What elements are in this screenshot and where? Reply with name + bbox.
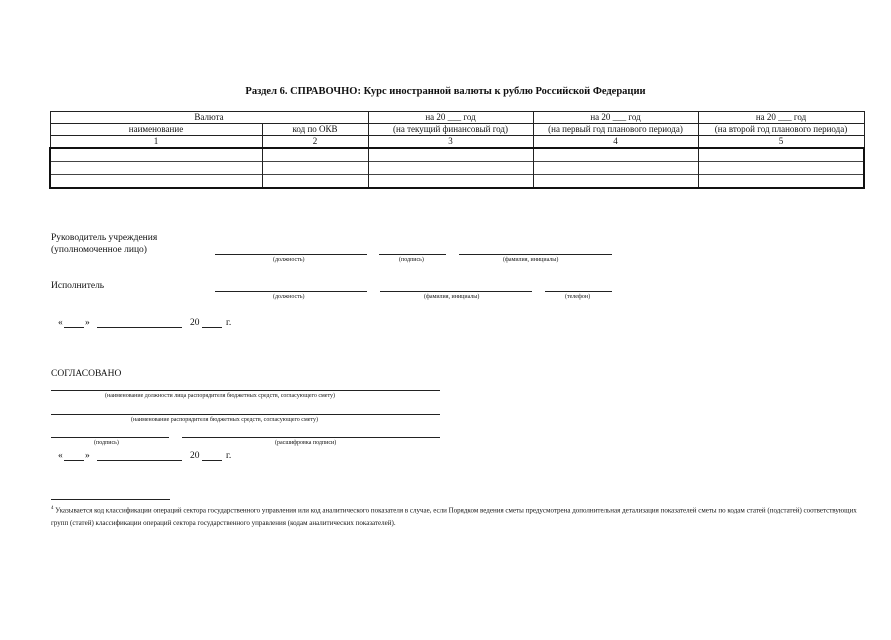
executor-position-caption: (должность) <box>273 294 305 300</box>
date-year-suffix: г. <box>226 318 232 328</box>
agreed-official-caption: (наименование должности лица распорядителя бюджетных средств, согласующего смету) <box>105 393 336 399</box>
cell[interactable] <box>368 162 533 175</box>
cell[interactable] <box>262 162 368 175</box>
footnote-text: Указывается код классификации операций сектора государственного управления или код аналитического показателя в случае, если Порядком ведения сметы предусмотрена дополнительная детализация показателей сметы по кодам статей (подстатей) соответствующих групп (статей) классификации операций сектора государственного управления (кодам аналитических показателей). <box>51 506 857 528</box>
cell[interactable] <box>698 162 864 175</box>
year1-header: на 20 ___ год <box>368 112 533 124</box>
table-row <box>50 148 864 162</box>
col-number-2: 2 <box>262 136 368 149</box>
year2-subheader: (на первый год планового периода) <box>533 124 698 136</box>
agreed-org-caption: (наименование распорядителя бюджетных средств, согласующего смету) <box>131 417 318 423</box>
currency-rate-table <box>49 111 865 189</box>
table-row <box>50 175 864 189</box>
cell[interactable] <box>262 148 368 162</box>
date-quote-close: » <box>85 318 90 328</box>
head-position-field[interactable] <box>215 254 367 255</box>
executor-label: Исполнитель <box>51 281 105 291</box>
agreed-decode-field[interactable] <box>182 437 440 438</box>
cell[interactable] <box>368 148 533 162</box>
date-month-field[interactable] <box>97 327 182 328</box>
cell[interactable] <box>262 175 368 189</box>
agreed-heading: СОГЛАСОВАНО <box>51 369 122 379</box>
cell[interactable] <box>50 175 262 189</box>
cell[interactable] <box>368 175 533 189</box>
executor-fullname-field[interactable] <box>380 291 532 292</box>
table-row <box>50 162 864 175</box>
col-name-header: наименование <box>50 124 262 136</box>
cell[interactable] <box>533 148 698 162</box>
executor-phone-field[interactable] <box>545 291 612 292</box>
col-number-1: 1 <box>50 136 262 149</box>
col-number-3: 3 <box>368 136 533 149</box>
date-year-prefix: 20 <box>190 318 200 328</box>
agreed-decode-caption: (расшифровка подписи) <box>275 440 337 446</box>
executor-phone-caption: (телефон) <box>565 294 591 300</box>
year3-header: на 20 ___ год <box>698 112 864 124</box>
year2-header: на 20 ___ год <box>533 112 698 124</box>
year3-subheader: (на второй год планового периода) <box>698 124 864 136</box>
cell[interactable] <box>698 148 864 162</box>
head-label-line2: (уполномоченное лицо) <box>51 245 147 255</box>
date2-year-field[interactable] <box>202 460 222 461</box>
agreed-org-field[interactable] <box>51 414 440 415</box>
agreed-official-field[interactable] <box>51 390 440 391</box>
col-code-header: код по ОКВ <box>262 124 368 136</box>
footnote-mark: 4 <box>51 506 54 511</box>
date2-year-suffix: г. <box>226 451 232 461</box>
date-quote-open: « <box>58 318 63 328</box>
executor-fullname-caption: (фамилия, инициалы) <box>424 294 480 300</box>
agreed-signature-field[interactable] <box>51 437 169 438</box>
year1-subheader: (на текущий финансовый год) <box>368 124 533 136</box>
head-label-line1: Руководитель учреждения <box>51 233 158 243</box>
cell[interactable] <box>533 175 698 189</box>
head-position-caption: (должность) <box>273 257 305 263</box>
date-year-field[interactable] <box>202 327 222 328</box>
executor-position-field[interactable] <box>215 291 367 292</box>
cell[interactable] <box>50 162 262 175</box>
head-signature-caption: (подпись) <box>399 257 424 263</box>
section-title: Раздел 6. СПРАВОЧНО: Курс иностранной валюты к рублю Российской Федерации <box>245 86 646 97</box>
col-number-5: 5 <box>698 136 864 149</box>
currency-header: Валюта <box>50 112 368 124</box>
cell[interactable] <box>698 175 864 189</box>
footnote-separator <box>51 499 170 500</box>
date2-quote-open: « <box>58 451 63 461</box>
cell[interactable] <box>533 162 698 175</box>
head-signature-field[interactable] <box>379 254 446 255</box>
cell[interactable] <box>50 148 262 162</box>
col-number-4: 4 <box>533 136 698 149</box>
date2-year-prefix: 20 <box>190 451 200 461</box>
date2-day-field[interactable] <box>64 460 84 461</box>
date2-month-field[interactable] <box>97 460 182 461</box>
head-fullname-caption: (фамилия, инициалы) <box>503 257 559 263</box>
date2-quote-close: » <box>85 451 90 461</box>
date-day-field[interactable] <box>64 327 84 328</box>
agreed-signature-caption: (подпись) <box>94 440 119 446</box>
head-fullname-field[interactable] <box>459 254 612 255</box>
footnote <box>51 502 863 530</box>
